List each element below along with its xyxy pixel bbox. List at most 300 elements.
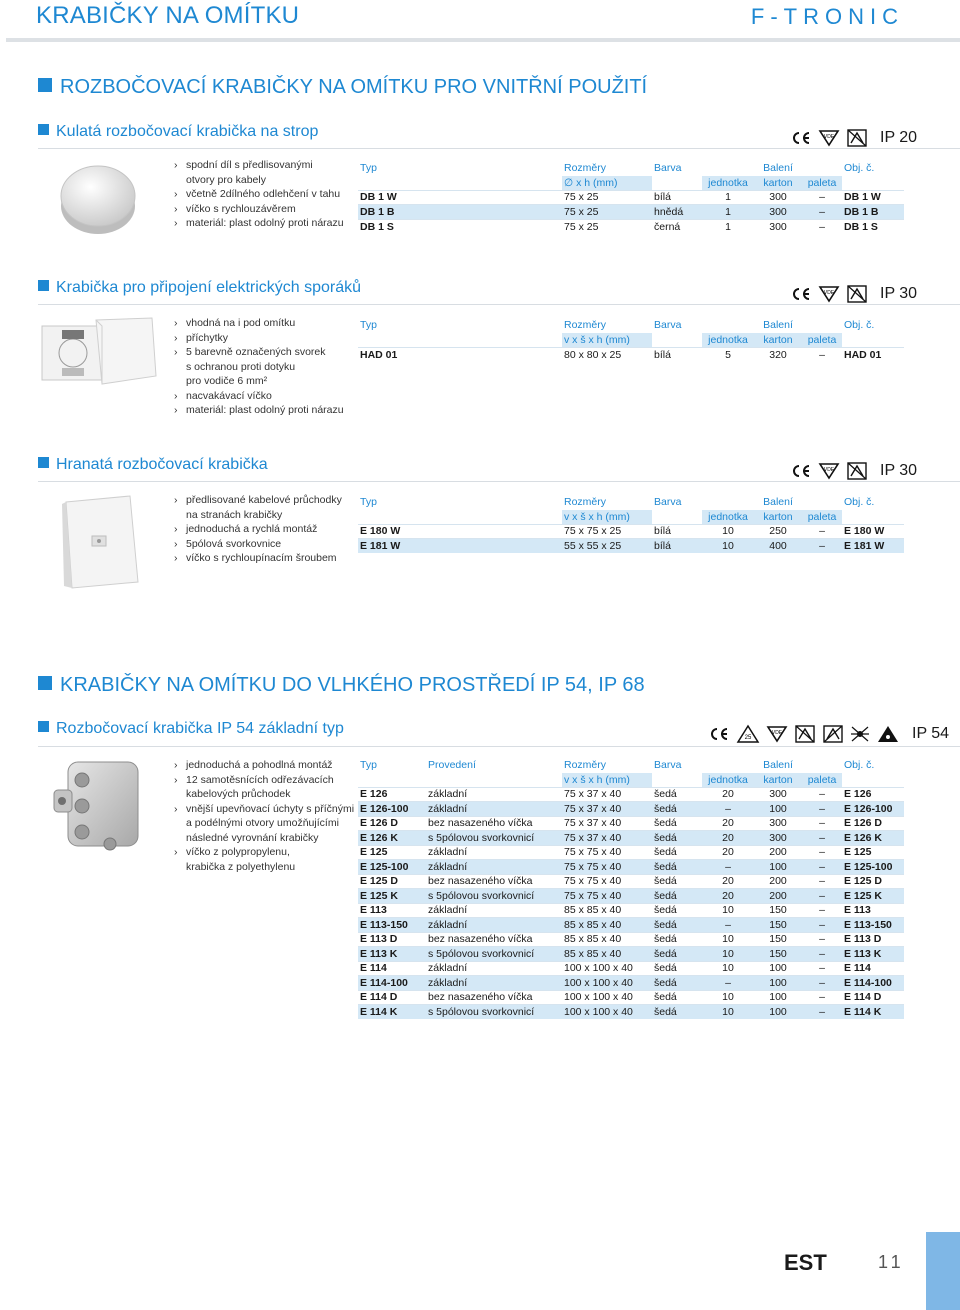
table-row (358, 903, 904, 918)
table-cell: E 113-150 (358, 918, 426, 933)
table-cell: – (802, 219, 842, 234)
halogen-free-icon (846, 284, 868, 304)
feature-item: a podélnými otvory umožňujícími (186, 817, 339, 829)
col-subheader-rozmery: v x š x h (mm) (562, 333, 652, 348)
page-tab (926, 1232, 960, 1310)
col-subheader-jednotka: jednotka (702, 510, 754, 525)
table-cell: E 126-100 (842, 802, 904, 817)
col-header-typ: Typ (360, 162, 377, 175)
table-cell: 55 x 55 x 25 (562, 539, 652, 554)
table-cell: 250 (754, 524, 802, 539)
col-header-obj: Obj. č. (844, 759, 875, 772)
col-subheader-paleta: paleta (802, 176, 842, 191)
svg-text:VDE: VDE (823, 467, 835, 473)
table-cell: E 180 W (842, 524, 904, 539)
col-subheader-paleta: paleta (802, 510, 842, 525)
table-cell: 300 (754, 816, 802, 831)
ce-mark-icon (708, 726, 730, 742)
table-row (358, 961, 904, 976)
table-cell: 75 x 75 x 40 (562, 860, 652, 875)
table-cell: E 126 K (842, 831, 904, 846)
table-cell: 1 (702, 190, 754, 205)
svg-text:VDE: VDE (771, 730, 783, 736)
table-cell: 100 x 100 x 40 (562, 990, 652, 1005)
table-cell: E 114 D (358, 990, 426, 1005)
table-cell: 10 (702, 903, 754, 918)
table-cell: HAD 01 (358, 347, 562, 362)
table-cell: 10 (702, 961, 754, 976)
table-row (358, 932, 904, 947)
table-cell: – (802, 932, 842, 947)
table-cell: – (702, 802, 754, 817)
table-cell: 150 (754, 918, 802, 933)
feature-item: › materiál: plast odolný proti nárazu (174, 216, 344, 231)
est-logo: EST (784, 1250, 827, 1275)
col-header-obj: Obj. č. (844, 319, 875, 332)
table-cell: s 5pólovou svorkovnicí (426, 1005, 562, 1020)
section-bullet-icon (38, 676, 52, 690)
page-title: KRABIČKY NA OMÍTKU (36, 2, 300, 29)
brand-name: F-TRONIC (750, 4, 904, 29)
table-row (358, 918, 904, 933)
table-cell: DB 1 B (358, 205, 562, 220)
table-cell: 85 x 85 x 40 (562, 918, 652, 933)
table-cell: E 125 D (358, 874, 426, 889)
table-cell: šedá (652, 874, 702, 889)
table-cell: – (802, 874, 842, 889)
table-cell: 20 (702, 787, 754, 802)
feature-item: › materiál: plast odolný proti nárazu (174, 403, 344, 418)
section-bullet-icon (38, 78, 52, 92)
table-row (358, 787, 904, 802)
cert-icons (708, 724, 949, 744)
page-number: 11 (878, 1252, 905, 1272)
table-cell: E 126 (358, 787, 426, 802)
table-cell: E 113 (842, 903, 904, 918)
table-cell: – (802, 860, 842, 875)
feature-item: › víčko s rychloupínacím šroubem (174, 551, 342, 566)
product-divider (38, 481, 960, 482)
feature-item: › vnější upevňovací úchyty s příčnými (174, 802, 354, 817)
table-cell: 200 (754, 889, 802, 904)
table-cell: 20 (702, 816, 754, 831)
feature-item: › jednoduchá a rychlá montáž (174, 522, 342, 537)
table-cell: E 114 K (358, 1005, 426, 1020)
col-header-barva: Barva (654, 759, 682, 772)
table-cell: šedá (652, 831, 702, 846)
table-cell: šedá (652, 787, 702, 802)
subsection-bullet-icon (38, 124, 49, 135)
table-cell: 85 x 85 x 40 (562, 903, 652, 918)
col-subheader-karton: karton (754, 176, 802, 191)
col-subheader-paleta: paleta (802, 333, 842, 348)
svg-text:VDE: VDE (823, 134, 835, 140)
table-cell: DB 1 S (842, 219, 904, 234)
table-cell: základní (426, 802, 562, 817)
table-cell: E 126 (842, 787, 904, 802)
product-divider (38, 746, 960, 747)
col-subheader-jednotka: jednotka (702, 773, 754, 788)
ce-mark-icon (790, 463, 812, 479)
table-cell: bílá (652, 539, 702, 554)
table-row (358, 860, 904, 875)
table-row (358, 816, 904, 831)
feature-list (174, 158, 344, 231)
table-cell: E 125 K (842, 889, 904, 904)
dust-protection-icon (876, 724, 900, 744)
table-cell: E 114 (842, 961, 904, 976)
col-subheader-jednotka: jednotka (702, 176, 754, 191)
table-cell: E 114 (358, 961, 426, 976)
product-title-square-box: Hranatá rozbočovací krabička (38, 456, 268, 474)
col-header-typ: Typ (360, 759, 377, 772)
table-cell: 100 (754, 1005, 802, 1020)
product-image-round-box (58, 158, 138, 243)
col-subheader-karton: karton (754, 510, 802, 525)
spec-table-cooker-box (358, 318, 904, 362)
table-cell: HAD 01 (842, 347, 904, 362)
table-cell: 75 x 37 x 40 (562, 831, 652, 846)
table-cell: 150 (754, 947, 802, 962)
table-cell: – (702, 860, 754, 875)
feature-item: › 5 barevně označených svorek (174, 345, 344, 360)
table-cell: 100 x 100 x 40 (562, 961, 652, 976)
table-cell: 10 (702, 932, 754, 947)
col-header-rozmery: Rozměry (564, 496, 607, 509)
product-title-ip54-box: Rozbočovací krabička IP 54 základní typ (38, 720, 344, 738)
feature-item: pro vodiče 6 mm² (186, 375, 268, 387)
table-row (358, 219, 904, 234)
table-cell: E 113 (358, 903, 426, 918)
feature-item: › příchytky (174, 331, 344, 346)
table-cell: – (802, 802, 842, 817)
table-cell: – (802, 889, 842, 904)
halogen-free-icon (822, 724, 844, 744)
table-row (358, 874, 904, 889)
table-cell: E 114-100 (842, 976, 904, 991)
table-body (358, 524, 904, 553)
table-cell: E 126 D (358, 816, 426, 831)
ce-mark-icon (790, 286, 812, 302)
table-cell: šedá (652, 903, 702, 918)
table-cell: 400 (754, 539, 802, 554)
section-title-indoor: ROZBOČOVACÍ KRABIČKY NA OMÍTKU PRO VNITŘNÍ POUŽITÍ (38, 76, 647, 99)
table-cell: E 113 K (842, 947, 904, 962)
table-cell: šedá (652, 990, 702, 1005)
table-cell: E 113-150 (842, 918, 904, 933)
feature-item: › spodní díl s předlisovanými (174, 158, 344, 173)
table-cell: 85 x 85 x 40 (562, 947, 652, 962)
table-row (358, 347, 904, 362)
table-cell: DB 1 W (842, 190, 904, 205)
feature-item: › předlisované kabelové průchodky (174, 493, 342, 508)
product-divider (38, 304, 960, 305)
header-divider (6, 38, 960, 42)
table-body (358, 347, 904, 362)
table-cell: – (802, 947, 842, 962)
table-cell: E 114 D (842, 990, 904, 1005)
feature-item: otvory pro kabely (186, 173, 266, 186)
cert-icons (790, 128, 917, 148)
table-cell: 1 (702, 219, 754, 234)
col-header-baleni: Balení (763, 162, 793, 175)
table-cell: – (802, 524, 842, 539)
table-row (358, 976, 904, 991)
table-cell: 100 (754, 961, 802, 976)
table-cell: – (802, 205, 842, 220)
table-cell: – (802, 347, 842, 362)
table-row (358, 205, 904, 220)
table-cell: – (802, 816, 842, 831)
col-subheader-karton: karton (754, 773, 802, 788)
table-cell: E 126 D (842, 816, 904, 831)
table-cell: – (802, 918, 842, 933)
feature-item: › vhodná na i pod omítku (174, 316, 344, 331)
table-row (358, 802, 904, 817)
subsection-bullet-icon (38, 721, 49, 732)
feature-list (174, 758, 354, 874)
feature-item: › 12 samotěsnících odřezávacích (174, 773, 354, 788)
table-cell: bez nasazeného víčka (426, 874, 562, 889)
table-cell: 300 (754, 831, 802, 846)
table-cell: 10 (702, 990, 754, 1005)
table-cell: 100 (754, 802, 802, 817)
table-cell: 320 (754, 347, 802, 362)
table-cell: 20 (702, 845, 754, 860)
table-cell: bez nasazeného víčka (426, 932, 562, 947)
feature-item: krabička z polyethylenu (186, 860, 296, 873)
col-header-typ: Typ (360, 319, 377, 332)
spider-icon (850, 725, 870, 743)
table-cell: šedá (652, 1005, 702, 1020)
ce-mark-icon (790, 130, 812, 146)
col-header-barva: Barva (654, 496, 682, 509)
table-cell: 200 (754, 845, 802, 860)
table-cell: 300 (754, 205, 802, 220)
table-row (358, 947, 904, 962)
table-cell: 20 (702, 831, 754, 846)
subsection-bullet-icon (38, 457, 49, 468)
table-cell: E 125 (358, 845, 426, 860)
table-cell: 10 (702, 947, 754, 962)
col-header-rozmery: Rozměry (564, 162, 607, 175)
table-cell: 85 x 85 x 40 (562, 932, 652, 947)
table-cell: bílá (652, 190, 702, 205)
table-cell: s 5pólovou svorkovnicí (426, 947, 562, 962)
table-cell: E 114-100 (358, 976, 426, 991)
table-cell: – (802, 903, 842, 918)
table-cell: 300 (754, 219, 802, 234)
table-row (358, 845, 904, 860)
table-cell: 10 (702, 539, 754, 554)
table-cell: základní (426, 961, 562, 976)
table-cell: 75 x 37 x 40 (562, 802, 652, 817)
feature-list (174, 316, 344, 418)
table-cell: – (802, 190, 842, 205)
table-cell: 100 x 100 x 40 (562, 976, 652, 991)
product-title-round-box: Kulatá rozbočovací krabička na strop (38, 123, 318, 141)
table-cell: šedá (652, 932, 702, 947)
table-cell: E 125 K (358, 889, 426, 904)
cert-icons (790, 284, 917, 304)
halogen-free-icon (794, 724, 816, 744)
col-header-obj: Obj. č. (844, 162, 875, 175)
spec-table-ip54-box (358, 758, 904, 1019)
feature-item: › 5pólová svorkovnice (174, 537, 342, 552)
table-cell: E 125-100 (358, 860, 426, 875)
table-cell: šedá (652, 845, 702, 860)
table-cell: DB 1 W (358, 190, 562, 205)
table-cell: bílá (652, 524, 702, 539)
vde-triangle-icon (766, 725, 788, 743)
vde-triangle-icon (818, 462, 840, 480)
col-header-baleni: Balení (763, 319, 793, 332)
section-title-wet: KRABIČKY NA OMÍTKU DO VLHKÉHO PROSTŘEDÍ IP 54, IP 68 (38, 674, 645, 697)
table-cell: 300 (754, 190, 802, 205)
ip-rating: IP 30 (880, 285, 918, 302)
feature-item: s ochranou proti dotyku (186, 360, 296, 373)
table-cell: DB 1 S (358, 219, 562, 234)
table-cell: černá (652, 219, 702, 234)
feature-item: › nacvakávací víčko (174, 389, 344, 404)
col-header-baleni: Balení (763, 496, 793, 509)
table-cell: šedá (652, 889, 702, 904)
table-cell: šedá (652, 947, 702, 962)
table-cell: 75 x 37 x 40 (562, 787, 652, 802)
table-row (358, 990, 904, 1005)
col-header-obj: Obj. č. (844, 496, 875, 509)
table-cell: bez nasazeného víčka (426, 816, 562, 831)
table-body (358, 190, 904, 234)
table-cell: E 113 K (358, 947, 426, 962)
table-cell: 150 (754, 932, 802, 947)
table-cell: základní (426, 976, 562, 991)
table-cell: – (802, 787, 842, 802)
table-cell: 20 (702, 874, 754, 889)
table-cell: s 5pólovou svorkovnicí (426, 889, 562, 904)
col-header-rozmery: Rozměry (564, 319, 607, 332)
table-cell: – (802, 831, 842, 846)
table-cell: 75 x 25 (562, 205, 652, 220)
feature-item: › včetně 2dílného odlehčení v tahu (174, 187, 344, 202)
col-subheader-jednotka: jednotka (702, 333, 754, 348)
feature-item: následné vyrovnání krabičky (186, 831, 319, 844)
table-cell: 75 x 75 x 25 (562, 524, 652, 539)
table-cell: 20 (702, 889, 754, 904)
table-cell: šedá (652, 816, 702, 831)
table-cell: – (802, 961, 842, 976)
table-cell: E 125-100 (842, 860, 904, 875)
table-cell: E 126 K (358, 831, 426, 846)
table-cell: 10 (702, 524, 754, 539)
feature-item: › jednoduchá a pohodlná montáž (174, 758, 354, 773)
table-cell: 75 x 37 x 40 (562, 816, 652, 831)
table-cell: 100 (754, 990, 802, 1005)
col-subheader-karton: karton (754, 333, 802, 348)
feature-item: kabelových průchodek (186, 788, 291, 800)
table-cell: 75 x 75 x 40 (562, 845, 652, 860)
table-cell: – (802, 539, 842, 554)
cert-icons (790, 461, 917, 481)
table-cell: hnědá (652, 205, 702, 220)
table-cell: E 113 D (358, 932, 426, 947)
table-cell: E 181 W (358, 539, 562, 554)
table-cell: základní (426, 918, 562, 933)
table-cell: šedá (652, 976, 702, 991)
table-cell: základní (426, 845, 562, 860)
table-cell: 75 x 75 x 40 (562, 874, 652, 889)
table-cell: E 114 K (842, 1005, 904, 1020)
table-cell: E 181 W (842, 539, 904, 554)
table-row (358, 539, 904, 554)
table-cell: šedá (652, 860, 702, 875)
table-cell: E 125 D (842, 874, 904, 889)
table-cell: DB 1 B (842, 205, 904, 220)
col-subheader-paleta: paleta (802, 773, 842, 788)
product-divider (38, 148, 960, 149)
svg-text:25: 25 (744, 735, 752, 741)
table-cell: šedá (652, 961, 702, 976)
product-image-ip54-box (50, 756, 146, 857)
table-cell: – (702, 918, 754, 933)
halogen-free-icon (846, 128, 868, 148)
table-cell: 100 (754, 860, 802, 875)
spec-table-square-box (358, 495, 904, 553)
table-cell: E 180 W (358, 524, 562, 539)
vde-triangle-icon (818, 129, 840, 147)
feature-item: › víčko s rychlouzávěrem (174, 202, 344, 217)
table-cell: E 126-100 (358, 802, 426, 817)
col-header-barva: Barva (654, 162, 682, 175)
table-cell: 150 (754, 903, 802, 918)
product-title-cooker-box: Krabička pro připojení elektrických sporáků (38, 279, 361, 297)
feature-item: na stranách krabičky (186, 508, 283, 521)
col-subheader-rozmery: ∅ x h (mm) (562, 176, 652, 191)
table-cell: – (802, 1005, 842, 1020)
table-cell: E 113 D (842, 932, 904, 947)
table-cell: 100 (754, 976, 802, 991)
product-image-square-box (60, 492, 142, 597)
ip-rating: IP 30 (880, 462, 918, 479)
col-header-baleni: Balení (763, 759, 793, 772)
feature-item: › víčko z polypropylenu, (174, 845, 354, 860)
svg-text:VDE: VDE (823, 290, 835, 296)
table-row (358, 1005, 904, 1020)
ip-rating: IP 20 (880, 129, 918, 146)
table-row (358, 889, 904, 904)
product-image-cooker-box (40, 316, 158, 393)
spec-table-round-box (358, 161, 904, 234)
table-cell: šedá (652, 802, 702, 817)
col-header-provedeni: Provedení (428, 759, 476, 772)
table-row (358, 524, 904, 539)
table-cell: E 125 (842, 845, 904, 860)
table-cell: 80 x 80 x 25 (562, 347, 652, 362)
table-cell: – (802, 845, 842, 860)
col-header-barva: Barva (654, 319, 682, 332)
halogen-free-icon (846, 461, 868, 481)
table-cell: – (802, 976, 842, 991)
table-cell: 5 (702, 347, 754, 362)
table-cell: 100 x 100 x 40 (562, 1005, 652, 1020)
table-cell: – (802, 990, 842, 1005)
table-cell: 200 (754, 874, 802, 889)
table-cell: 1 (702, 205, 754, 220)
table-cell: 75 x 75 x 40 (562, 889, 652, 904)
table-cell: šedá (652, 918, 702, 933)
col-header-typ: Typ (360, 496, 377, 509)
col-subheader-rozmery: v x š x h (mm) (562, 773, 652, 788)
